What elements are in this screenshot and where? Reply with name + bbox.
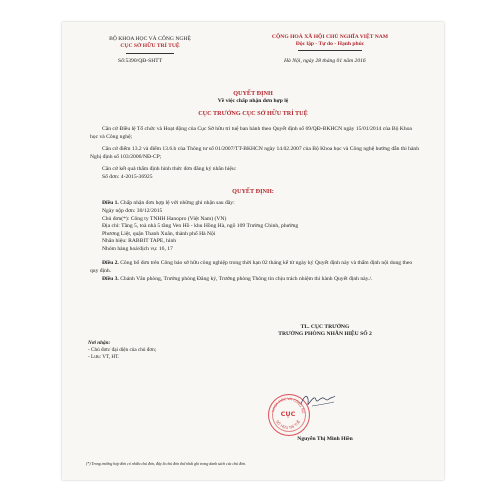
authority-title: CỤC TRƯỞNG CỤC SỞ HỮU TRÍ TUỆ [198, 110, 308, 117]
address-line-2: Phương Liệt, quận Thanh Xuân, thành phố Hà Nội [102, 230, 216, 237]
header-right [244, 34, 416, 49]
preamble-3: Căn cứ kết quả thẩm định hình thức đơn đăng ký nhãn hiệu: [102, 166, 237, 172]
application-number: Số đơn: 4-2015-36925 [102, 174, 153, 180]
article-3-label: Điều 3. [102, 276, 119, 282]
seal-center-text: CỤC [280, 409, 295, 418]
recipients [88, 340, 156, 361]
trademark: Nhãn hiệu: RABBIT TAPE, hình [102, 238, 177, 245]
office-name: CỤC SỞ HỮU TRÍ TUỆ [120, 43, 180, 50]
preamble-1: Căn cứ Điều lệ Tổ chức và Hoạt động của Cục Sở hữu trí tuệ ban hành theo Quyết định số 69/QĐ-BKHCN ngày 15/01/2014 của Bộ Khoa học và Công nghệ; [90, 126, 412, 140]
recipient-item: - Chủ đơn/ đại diện của chủ đơn; [88, 347, 157, 353]
article-2-label: Điều 2. [102, 260, 119, 266]
date-place: Hà Nội, ngày 28 tháng 01 năm 2016 [284, 58, 366, 64]
recipient-item: - Lưu: VT, HT. [88, 354, 120, 360]
article-3 [90, 276, 420, 284]
goods-classes: Nhóm hàng hoá/dịch vụ: 16, 17 [102, 245, 173, 252]
handwritten-signature [298, 390, 338, 412]
article-1-details [102, 208, 420, 254]
footnote: (*) Trong trường hợp đơn có nhiều chủ đơn, đây là chủ đơn thứ nhất ghi trong danh sách các chủ đơn. [86, 462, 247, 466]
signer-position: TRƯỞNG PHÒNG NHÃN HIỆU SỐ 2 [278, 331, 372, 338]
applicant: Chủ đơn(*): Công ty TNHH Hanopro (Việt Nam) (VN) [102, 215, 227, 222]
on-behalf-label: TL. CỤC TRƯỞNG [300, 324, 350, 330]
address-line-1: Địa chỉ: Tầng 5, toà nhà 5 tầng Ven Hồ - khu Hồng Hà, ngõ 109 Trường Chinh, phường [102, 223, 299, 230]
national-motto: Độc lập - Tự do - Hạnh phúc [295, 41, 365, 48]
article-3-text: Chánh Văn phòng, Trưởng phòng Đăng ký, Trưởng phòng Thông tin chịu trách nhiệm thi hành Quyết định này./. [120, 276, 373, 282]
article-1 [90, 200, 420, 208]
signer-name: Nguyễn Thị Minh Hiền [297, 436, 353, 442]
header-left-rule [126, 53, 174, 54]
article-2-text: Công bố đơn trên Công báo sở hữu công nghiệp trong thời hạn 02 tháng kể từ ngày ký Quyết định này và thẩm định nội dung theo quy định. [90, 260, 413, 274]
decides-heading: QUYẾT ĐỊNH: [232, 188, 274, 195]
doc-number: Số:5390/QĐ-SHTT [118, 58, 163, 64]
decision-subject: Về việc chấp nhận đơn hợp lệ [217, 98, 289, 104]
seal-bottom-text: SỞ HỮU TRÍ TUỆ [274, 419, 301, 430]
country-name: CỘNG HOÀ XÃ HỘI CHỦ NGHĨA VIỆT NAM [271, 34, 389, 40]
article-2 [90, 260, 420, 275]
header-left [90, 36, 210, 51]
article-1-text: Chấp nhận đơn hợp lệ với những ghi nhận sau đây: [120, 200, 235, 206]
document-page [62, 22, 444, 480]
recipients-heading: Nơi nhận: [88, 340, 111, 346]
decision-title: QUYẾT ĐỊNH [233, 90, 273, 97]
signature-block [230, 324, 420, 339]
preamble-2: Căn cứ điểm 13.2 và điểm 13.6.b của Thông tư số 01/2007/TT-BKHCN ngày 14.02.2007 của Bộ Khoa học và Công nghệ hướng dẫn thi hành Nghị định số 103/2006/NĐ-CP; [90, 146, 420, 160]
svg-text:SỞ HỮU TRÍ TUỆ [275, 418, 301, 430]
header-right-rule [298, 50, 362, 51]
seal-top-text: KHOA HỌC VÀ CÔNG NG [270, 396, 305, 414]
article-1-label: Điều 1. [102, 200, 119, 206]
filing-date: Ngày nộp đơn: 30/12/2015 [102, 208, 163, 214]
ministry-name: BỘ KHOA HỌC VÀ CÔNG NGHỆ [109, 36, 191, 42]
